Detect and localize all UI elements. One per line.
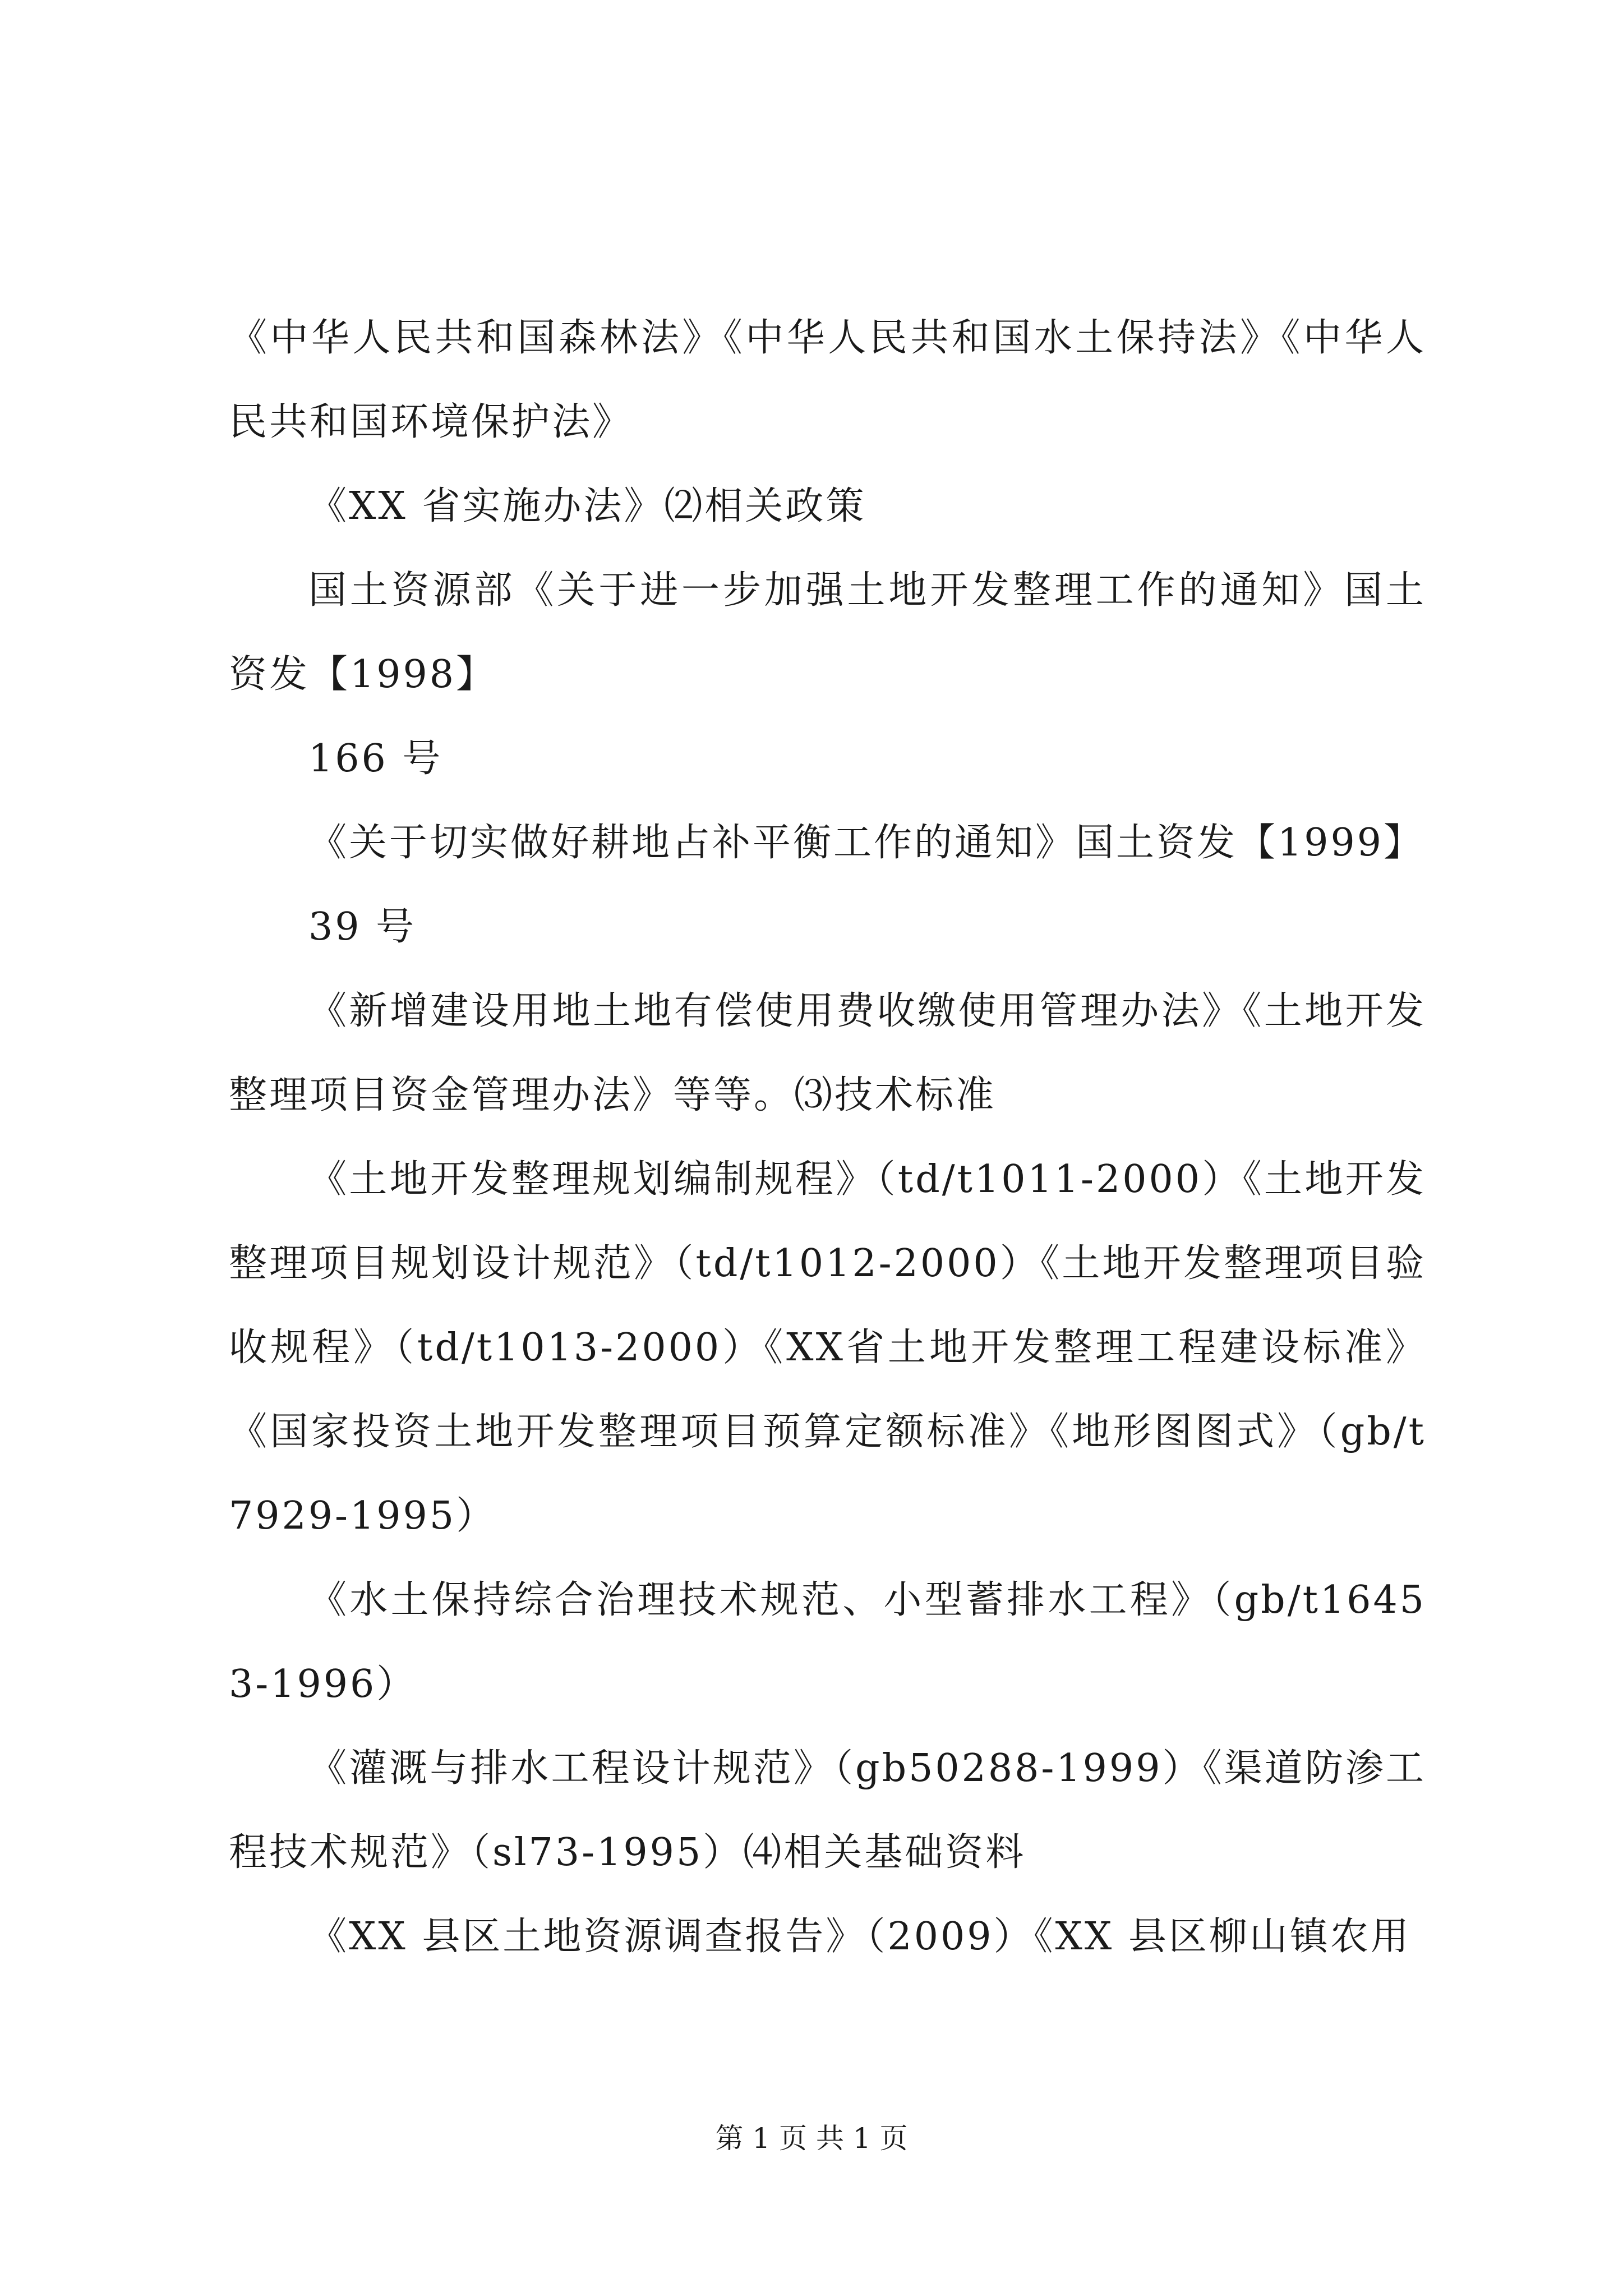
paragraph-4: 166 号	[308, 737, 443, 781]
paragraph-9: 《水土保持综合治理技术规范、小型蓄排水工程》（gb/t16453-1996）	[229, 1578, 1426, 1706]
paragraph-8: 《土地开发整理规划编制规程》（td/t1011-2000）《土地开发整理项目规划设计规范》（td/t1012-2000）《土地开发整理项目验收规程》（td/t1013-2000）《XX省土地开发整理工程建设标准》《国家投资土地开发整理项目预算定额标准》《地形图图式》（gb/t7929-1995）	[229, 1157, 1426, 1538]
paragraph-10: 《灌溉与排水工程设计规范》（gb50288-1999）《渠道防渗工程技术规范》（sl73-1995）⑷相关基础资料	[229, 1746, 1426, 1875]
paragraph-5: 《关于切实做好耕地占补平衡工作的通知》国土资发【1999】	[308, 821, 1424, 865]
paragraph-6: 39 号	[308, 905, 417, 949]
paragraph-2: 《XX 省实施办法》⑵相关政策	[308, 484, 866, 528]
paragraph-7: 《新增建设用地土地有偿使用费收缴使用管理办法》《土地开发整理项目资金管理办法》等等。⑶技术标准	[229, 989, 1426, 1117]
page-footer: 第 1 页 共 1 页	[715, 2122, 908, 2155]
paragraph-1: 《中华人民共和国森林法》《中华人民共和国水土保持法》《中华人民共和国环境保护法》	[229, 316, 1426, 444]
document-body	[229, 296, 1426, 1979]
paragraph-3: 国土资源部《关于进一步加强土地开发整理工作的通知》国土资发【1998】	[229, 568, 1426, 697]
paragraph-11: 《XX 县区土地资源调查报告》（2009）《XX 县区柳山镇农用	[308, 1915, 1411, 1959]
